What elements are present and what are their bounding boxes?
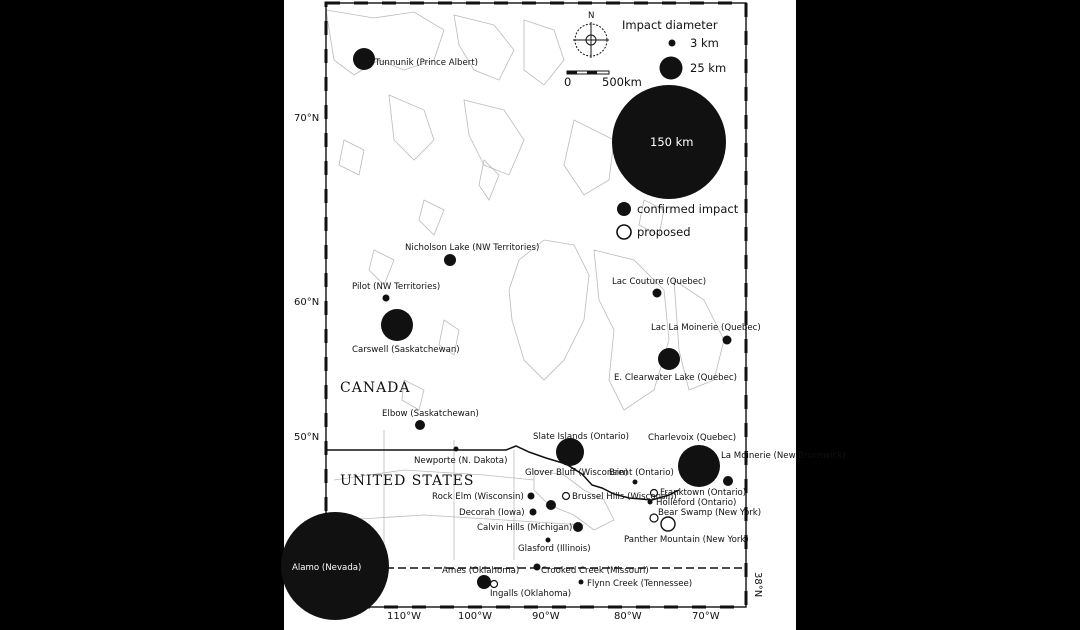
- impact-label-rock-elm: Rock Elm (Wisconsin): [432, 492, 524, 502]
- impact-marker-bear-swamp[interactable]: [650, 514, 658, 522]
- legend-proposed-label: proposed: [637, 225, 691, 239]
- impact-label-lac-couture: Lac Couture (Quebec): [612, 277, 707, 287]
- impact-label-lac-la-moinerie: Lac La Moinerie (Quebec): [651, 323, 761, 333]
- lon-label-90: 90°W: [532, 611, 560, 622]
- impact-marker-lac-couture[interactable]: [653, 289, 662, 298]
- impact-marker-panther[interactable]: [661, 517, 675, 531]
- impact-marker-ames[interactable]: [477, 575, 491, 589]
- legend-title: Impact diameter: [622, 18, 718, 32]
- impact-marker-rock-elm[interactable]: [528, 493, 535, 500]
- impact-marker-carswell[interactable]: [381, 309, 413, 341]
- impact-label-tunnunik: Tunnunik (Prince Albert): [375, 58, 479, 68]
- impact-label-brussel: Brussel Hills (Wisconsin): [572, 492, 677, 502]
- legend-label-150km: 150 km: [650, 135, 694, 149]
- north-arrow-icon: [573, 11, 609, 58]
- impact-label-pilot: Pilot (NW Territories): [352, 282, 441, 292]
- impact-label-la-moinerie-nb: La Moinerie (New Brunswick): [721, 451, 846, 461]
- impact-marker-glasford[interactable]: [546, 538, 551, 543]
- impact-marker-newporte[interactable]: [454, 447, 459, 452]
- legend-label-3km: 3 km: [690, 36, 719, 50]
- scale-bar: [564, 71, 642, 89]
- impact-marker-glover[interactable]: [546, 500, 556, 510]
- impact-marker-pilot[interactable]: [383, 295, 390, 302]
- legend-label-25km: 25 km: [690, 61, 727, 75]
- country-label-canada: CANADA: [340, 380, 411, 396]
- impact-label-brent: Brent (Ontario): [609, 468, 674, 478]
- lat-label-38: 38°N: [752, 572, 763, 598]
- impact-label-franktown: Franktown (Ontario): [660, 488, 747, 498]
- impact-map: [284, 0, 846, 630]
- impact-label-newporte: Newporte (N. Dakota): [414, 456, 508, 466]
- lon-label-80: 80°W: [614, 611, 642, 622]
- impact-label-calvin: Calvin Hills (Michigan): [477, 523, 573, 533]
- lon-label-110: 110°W: [387, 611, 421, 622]
- impact-marker-tunnunik[interactable]: [353, 48, 375, 70]
- impact-label-elbow: Elbow (Saskatchewan): [382, 409, 479, 419]
- impact-label-carswell: Carswell (Saskatchewan): [352, 345, 460, 355]
- impact-marker-decorah[interactable]: [530, 509, 537, 516]
- impact-marker-ingalls[interactable]: [491, 581, 498, 588]
- impact-label-slate: Slate Islands (Ontario): [533, 432, 630, 442]
- scale-label-0: 0: [564, 75, 572, 89]
- legend: [612, 18, 739, 239]
- impact-label-panther: Panther Mountain (New York): [624, 535, 749, 545]
- impact-label-charlevoix: Charlevoix (Quebec): [648, 433, 737, 443]
- impact-label-glasford: Glasford (Illinois): [518, 544, 591, 554]
- impact-label-decorah: Decorah (Iowa): [459, 508, 525, 518]
- impact-label-alamo: Alamo (Nevada): [292, 563, 362, 573]
- scale-label-500: 500km: [602, 75, 642, 89]
- lat-label-70: 70°N: [294, 113, 320, 124]
- impact-marker-crooked[interactable]: [534, 564, 541, 571]
- impact-marker-slate[interactable]: [556, 438, 584, 466]
- impact-marker-brussel[interactable]: [563, 493, 570, 500]
- legend-proposed-marker: [617, 225, 631, 239]
- legend-circle-3km: [669, 40, 676, 47]
- impact-marker-brent[interactable]: [633, 480, 638, 485]
- impact-label-ames: Ames (Oklahoma): [442, 566, 520, 576]
- map-panel: [284, 0, 846, 630]
- impact-marker-calvin[interactable]: [573, 522, 583, 532]
- impact-marker-flynn[interactable]: [579, 580, 584, 585]
- impact-label-glover: Glover Bluff (Wisconsin): [525, 468, 628, 478]
- impact-label-flynn: Flynn Creek (Tennessee): [587, 579, 693, 589]
- impact-marker-nicholson[interactable]: [444, 254, 456, 266]
- impact-marker-elbow[interactable]: [415, 420, 425, 430]
- lon-label-100: 100°W: [458, 611, 492, 622]
- impact-marker-charlevoix[interactable]: [678, 445, 720, 487]
- north-label: N: [588, 11, 595, 21]
- lon-label-70: 70°W: [692, 611, 720, 622]
- legend-confirmed-marker: [617, 202, 631, 216]
- impact-label-bear-swamp: Bear Swamp (New York): [658, 508, 762, 518]
- legend-circle-25km: [660, 57, 683, 80]
- impact-marker-lac-la-moinerie[interactable]: [723, 336, 732, 345]
- country-label-usa: UNITED STATES: [340, 473, 475, 489]
- legend-confirmed-label: confirmed impact: [637, 202, 739, 216]
- impact-label-ingalls: Ingalls (Oklahoma): [490, 589, 572, 599]
- impact-label-holleford: Holleford (Ontario): [656, 498, 737, 508]
- impact-label-crooked: Crooked Creek (Missouri): [541, 566, 649, 576]
- impact-label-clearwater: E. Clearwater Lake (Quebec): [614, 373, 737, 383]
- lat-label-50: 50°N: [294, 432, 320, 443]
- impact-marker-clearwater[interactable]: [658, 348, 680, 370]
- lat-label-60: 60°N: [294, 297, 320, 308]
- impact-label-nicholson: Nicholson Lake (NW Territories): [405, 243, 540, 253]
- impact-marker-la-moinerie-nb[interactable]: [723, 476, 733, 486]
